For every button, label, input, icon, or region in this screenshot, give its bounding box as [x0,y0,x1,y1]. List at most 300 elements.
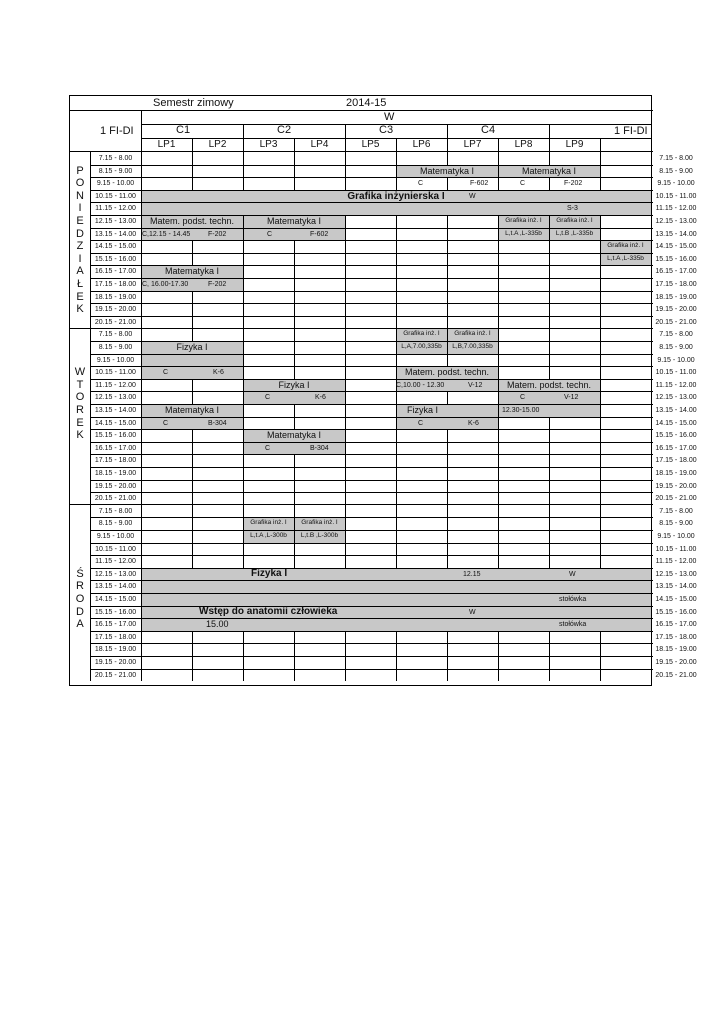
time-left: 9.15 - 10.00 [96,180,135,188]
grid-line [447,492,448,505]
grid-line [243,669,244,682]
grid-line [345,391,346,404]
pon-mat-c2-type: C [267,230,273,238]
sr-fizyka-title: Fizyka I [251,567,288,579]
grid-line [192,152,193,165]
pon-mat-c3-title: Matematyka I [419,165,475,176]
lp-label-7: LP7 [463,139,482,150]
grid-line [396,265,397,278]
grid-line [600,278,601,291]
grid-line [294,265,295,278]
grid-line [345,530,346,543]
grid-line [243,480,244,493]
grid-line [600,656,601,669]
grid-line [294,669,295,682]
grid-line [549,656,550,669]
pon-mat-c3-room: F-602 [470,180,489,188]
time-left: 14.15 - 15.00 [94,596,137,603]
grid-line [549,492,550,505]
grid-line [345,669,346,682]
grid-line [345,643,346,656]
grid-line [549,303,550,316]
grid-line [600,429,601,442]
sr-anatomia-place: stołówka [559,621,587,629]
grid-line [345,291,346,304]
day-letter: N [76,189,84,202]
grid-line [90,278,653,279]
grid-line [447,316,448,329]
grid-line [90,240,653,241]
grid-line [345,467,346,480]
grid-line [90,568,653,569]
sr-fizyka-time: 12.15 [463,570,481,578]
grid-line [243,265,244,278]
grid-line [498,492,499,505]
grid-line [600,442,601,455]
grid-line [345,366,346,379]
grid-line [447,391,448,404]
grid-line [243,341,244,354]
time-left: 16.15 - 17.00 [94,268,137,276]
time-right: 8.15 - 9.00 [659,167,693,175]
grid-line [345,328,346,341]
pon-gi-lp7-title: Grafika inż. I [505,217,542,224]
grid-line [294,492,295,505]
pon-gi-lp9-room: L,t.A ,L-335b [607,254,644,262]
grid-line [498,152,499,165]
time-right: 18.15 - 19.00 [655,293,697,301]
grid-line [600,631,601,644]
grid-line [90,492,653,493]
grid-line [396,429,397,442]
grid-line [600,643,601,656]
pon-mat-c2-title: Matematyka I [266,216,322,226]
grid-line [498,291,499,304]
group-left: 1 FI-DI [100,125,134,137]
grid-line [549,316,550,329]
grid-line [549,467,550,480]
day-letter: D [76,605,84,618]
grid-line [192,669,193,682]
grid-line [294,341,295,354]
grid-line [600,454,601,467]
grid-line [345,656,346,669]
wt-gi-lp6-title: Grafika inż. I [454,330,491,338]
time-right: 13.15 - 14.00 [655,583,697,591]
grid-line [600,555,601,568]
time-right: 17.15 - 18.00 [655,633,697,641]
grid-line [396,530,397,543]
grid-line [498,177,499,190]
grid-line [345,429,346,442]
wt-gi-lp5-title: Grafika inż. I [403,330,440,338]
grid-line [294,366,295,379]
grid-line [498,454,499,467]
grid-line [345,454,346,467]
grid-line [498,530,499,543]
grid-line [447,278,448,291]
grid-line [192,165,193,178]
wt-mat-c2-type: C [265,444,271,452]
grid-line [345,492,346,505]
time-right: 18.15 - 19.00 [655,646,697,654]
time-right: 19.15 - 20.00 [655,659,697,666]
grid-line [447,555,448,568]
grid-line [600,316,601,329]
grid-line [396,240,397,253]
grid-line [90,228,653,229]
grid-line [549,278,550,291]
grid-line [549,530,550,543]
grid-line [396,215,397,228]
time-left: 14.15 - 15.00 [94,419,137,427]
grid-line [192,429,193,442]
grid-line [498,442,499,455]
grid-line [90,202,653,203]
grid-line [498,354,499,367]
time-left: 19.15 - 20.00 [94,659,137,666]
grid-line [90,530,653,531]
grid-line [549,341,550,354]
grid-line [396,152,397,165]
grid-line [396,467,397,480]
grid-line [243,152,244,165]
time-left: 15.15 - 16.00 [94,608,137,616]
time-left: 19.15 - 20.00 [94,482,137,490]
grid-line [549,354,550,367]
grid-line [294,631,295,644]
grid-line [549,555,550,568]
grid-line [498,656,499,669]
grid-line [600,543,601,556]
group-right: 1 FI-DI [614,125,648,137]
time-left: 8.15 - 9.00 [98,167,133,175]
pon-mat-c1-title: Matematyka I [164,266,220,277]
grid-line [549,505,550,518]
grid-line [345,253,346,266]
time-left: 11.15 - 12.00 [95,558,136,566]
time-left: 17.15 - 18.00 [94,281,137,288]
time-right: 16.15 - 17.00 [655,444,697,452]
grid-line [90,303,653,304]
grid-line [549,177,550,190]
grid-line [294,354,295,367]
grid-line [192,240,193,253]
grid-line [243,404,244,417]
time-right: 15.15 - 16.00 [655,432,697,440]
c-group-4: C4 [481,124,496,136]
time-right: 12.15 - 13.00 [655,218,697,225]
grid-line [498,341,499,354]
grid-line [345,177,346,190]
wt-fiz-c1-room: K-6 [213,369,224,377]
grid-line [192,253,193,266]
grid-line [243,253,244,266]
day-letter: O [75,391,85,404]
lp-label-4: LP4 [310,139,329,150]
grid-line [651,110,652,152]
grid-line [90,354,653,355]
wt-mpt-c4-title: Matem. podst. techn. [506,379,592,390]
grid-line [70,328,653,329]
grid-line [396,555,397,568]
grid-line [345,354,346,367]
grid-line [447,517,448,530]
c-group-1: C1 [176,124,191,136]
grid-line [498,265,499,278]
time-left: 14.15 - 15.00 [94,243,137,251]
wt-fiz-c2-room: K-6 [315,394,326,402]
grid-line [498,417,499,430]
pon-mat-c3-type: C [418,180,424,188]
grid-line [498,391,499,404]
grid-line [90,631,653,632]
time-right: 10.15 - 11.00 [655,545,697,553]
grid-line [498,631,499,644]
day-letter: A [76,265,84,278]
grid-line [345,480,346,493]
grid-line [396,656,397,669]
time-right: 9.15 - 10.00 [657,180,695,188]
day-letter: I [78,202,82,215]
grid-line [90,291,653,292]
time-left: 18.15 - 19.00 [94,470,137,477]
grid-line [600,165,601,178]
grid-line [243,291,244,304]
grid-line [396,291,397,304]
grid-line [90,656,653,657]
time-left: 16.15 - 17.00 [94,444,137,452]
day-letter: D [76,227,84,240]
time-left: 13.15 - 14.00 [94,583,137,591]
time-right: 9.15 - 10.00 [657,533,695,540]
grid-line [396,669,397,682]
grid-line [447,467,448,480]
grid-line [90,480,653,481]
time-left: 12.15 - 13.00 [94,394,137,402]
grid-line [396,480,397,493]
grid-line [498,555,499,568]
grid-line [600,379,601,392]
grid-line [243,442,244,455]
day-letter: T [76,378,84,391]
grid-line [447,291,448,304]
grid-line [600,404,601,417]
sr-gi-lp4-title: Grafika inż. I [301,519,338,527]
grid-line [294,291,295,304]
time-right: 7.15 - 8.00 [659,507,693,515]
time-left: 13.15 - 14.00 [94,230,137,238]
grid-line [90,341,653,342]
grid-line [243,543,244,556]
time-right: 20.15 - 21.00 [655,318,697,326]
grid-line [70,504,653,505]
header-w: W [384,111,395,123]
grid-line [243,631,244,644]
grid-line [447,643,448,656]
grid-line [396,278,397,291]
pon-gi-lp8-title: Grafika inż. I [556,217,593,224]
time-right: 20.15 - 21.00 [655,495,697,503]
grid-line [345,543,346,556]
grid-line [549,517,550,530]
time-right: 15.15 - 16.00 [655,255,697,263]
grid-line [90,593,653,594]
grid-line [243,278,244,291]
day-letter: R [76,580,84,593]
grid-line [396,631,397,644]
grid-line [243,505,244,518]
time-right: 17.15 - 18.00 [655,281,697,288]
wt-mpt-c4-room: V-12 [564,394,579,402]
grid-line [345,265,346,278]
grid-line [498,517,499,530]
grid-line [90,442,653,443]
time-left: 19.15 - 20.00 [94,306,137,314]
time-left: 7.15 - 8.00 [98,331,133,339]
grid-line [345,215,346,228]
grid-line [294,303,295,316]
grid-line [192,316,193,329]
grid-line [396,643,397,656]
time-left: 12.15 - 13.00 [94,218,137,225]
grid-line [498,278,499,291]
wt-gi-lp5-room: L,A,7.00,335b [401,343,442,350]
grid-line [600,391,601,404]
grid-line [294,656,295,669]
grid-line [549,429,550,442]
grid-line [294,480,295,493]
grid-line [549,366,550,379]
lp-label-1: LP1 [157,139,176,150]
grid-line [447,442,448,455]
grid-line [70,110,653,111]
grid-line [345,379,346,392]
grid-line [549,543,550,556]
wt-fiz-c3-room: K-6 [468,419,479,427]
grid-line [243,165,244,178]
grid-line [243,643,244,656]
grid-line [90,152,91,681]
grid-line [192,543,193,556]
day-letter: K [76,429,84,442]
day-letter: O [75,593,85,605]
grid-line [600,505,601,518]
wt-fiz-c3-type: C [418,419,424,427]
grid-line [294,643,295,656]
grid-line [447,505,448,518]
grid-line [600,492,601,505]
grid-line [447,303,448,316]
time-left: 8.15 - 9.00 [98,344,133,351]
grid-line [549,328,550,341]
grid-line [600,669,601,682]
pon-grafika-room: S-3 [567,205,578,213]
grid-line [243,555,244,568]
time-right: 8.15 - 9.00 [659,520,693,528]
grid-line [345,404,346,417]
time-right: 11.15 - 12.00 [655,205,697,213]
grid-line [90,177,653,178]
time-left: 10.15 - 11.00 [95,369,136,377]
day-letter: Ł [76,278,84,290]
grid-line [90,253,653,254]
grid-line [90,417,653,418]
time-right: 14.15 - 15.00 [655,596,697,603]
lp-label-5: LP5 [361,139,380,150]
wt-fiz-c2-type: C [265,394,271,402]
grid-line [345,152,346,165]
grid-line [192,530,193,543]
grid-line [498,643,499,656]
grid-line [90,467,653,468]
academic-year: 2014-15 [346,97,387,109]
wt-fiz-c2-title: Fizyka I [278,379,310,390]
grid-line [294,505,295,518]
time-right: 19.15 - 20.00 [655,306,697,314]
wt-mpt-c3-title: Matem. podst. techn. [404,367,490,378]
time-left: 20.15 - 21.00 [94,318,137,326]
grid-line [294,165,295,178]
grid-line [600,467,601,480]
wt-fiz-c1-title: Fizyka I [176,342,208,352]
lp-label-2: LP2 [208,139,227,150]
grid-line [243,177,244,190]
grid-line [600,303,601,316]
grid-line [600,265,601,278]
grid-line [447,454,448,467]
time-right: 11.15 - 12.00 [655,558,697,566]
time-right: 9.15 - 10.00 [657,356,695,364]
time-right: 13.15 - 14.00 [655,230,697,238]
sr-fizyka-w: W [569,570,576,578]
grid-line [243,240,244,253]
grid-line [396,391,397,404]
grid-line [294,467,295,480]
grid-line [243,366,244,379]
grid-line [294,316,295,329]
grid-line [498,480,499,493]
time-left: 13.15 - 14.00 [94,407,137,414]
grid-line [498,429,499,442]
pon-mat-c1-room: F-202 [208,281,227,288]
grid-line [396,417,397,430]
wt-mat-c1-title: Matematyka I [164,405,220,415]
time-left: 10.15 - 11.00 [95,545,136,553]
grid-line [447,530,448,543]
grid-line [498,543,499,556]
grid-line [294,152,295,165]
grid-line [243,492,244,505]
grid-line [90,643,653,644]
day-letter: E [76,416,84,429]
time-left: 9.15 - 10.00 [96,533,135,540]
pon-mpt-room: F-202 [208,230,227,238]
grid-line [447,656,448,669]
time-right: 13.15 - 14.00 [655,407,697,414]
lp-label-6: LP6 [412,139,431,150]
time-right: 10.15 - 11.00 [655,192,697,200]
grid-line [498,328,499,341]
grid-line [549,643,550,656]
grid-line [447,253,448,266]
time-left: 10.15 - 11.00 [95,192,136,200]
grid-line [90,366,653,367]
grid-line [396,177,397,190]
sr-anatomia-w: W [469,608,476,616]
day-letter: R [76,404,84,416]
grid-line [90,429,653,430]
